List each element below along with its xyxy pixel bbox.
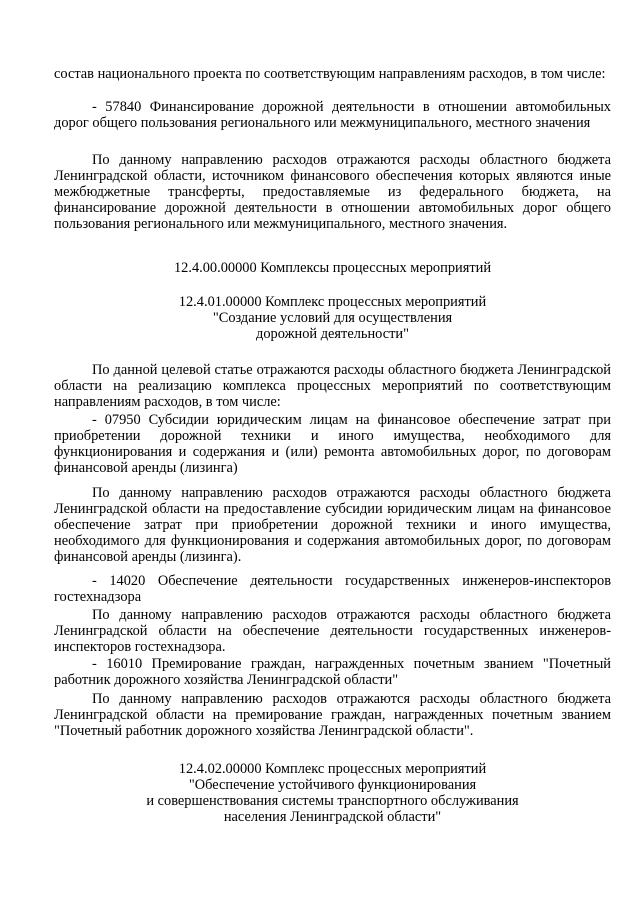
paragraph-07950-description: По данному направлению расходов отражаются расходы областного бюджета Ленинградской области на предоставление субсидии юридическим лицам на финансовое обеспечение затрат при приобретении дорожной техники и иного имущества, необходимого для функционирования и содержания автомобильных дорог, по договорам финансовой аренды (лизинга). xyxy=(54,485,611,566)
heading-line: дорожной деятельности" xyxy=(256,326,409,343)
section-heading-12-4-00: 12.4.00.00000 Комплексы процессных мероприятий xyxy=(173,260,492,276)
section-heading-12-4-02 xyxy=(54,761,611,825)
paragraph-item-07950: - 07950 Субсидии юридическим лицам на финансовое обеспечение затрат при приобретении дорожной техники и иного имущества, необходимого для функционирования и содержания и (или) ремонта автомобильных дорог, по договорам финансовой аренды (лизинга) xyxy=(54,412,611,477)
heading-line: "Обеспечение устойчивого функционирования xyxy=(188,777,477,794)
paragraph-item-16010: - 16010 Премирование граждан, награжденных почетным званием "Почетный работник дорожного хозяйства Ленинградской области" xyxy=(54,656,611,689)
paragraph-item-14020: - 14020 Обеспечение деятельности государственных инженеров-инспекторов гостехнадзора xyxy=(54,573,611,606)
paragraph-intro-continuation: состав национального проекта по соответствующим направлениям расходов, в том числе: xyxy=(54,66,606,82)
heading-line: "Создание условий для осуществления xyxy=(212,310,453,327)
paragraph-16010-description: По данному направлению расходов отражаются расходы областного бюджета Ленинградской области на премирование граждан, награжденных почетным званием "Почетный работник дорожного хозяйства Ленинградской области". xyxy=(54,691,611,740)
heading-line: населения Ленинградской области" xyxy=(223,809,442,826)
heading-line: 12.4.01.00000 Комплекс процессных мероприятий xyxy=(178,294,487,310)
heading-line: и совершенствования системы транспортного обслуживания xyxy=(146,793,519,810)
paragraph-57840-description: По данному направлению расходов отражаются расходы областного бюджета Ленинградской области, источником финансового обеспечения которых являются иные межбюджетные трансферты, предоставляемые из федерального бюджета, на финансирование дорожной деятельности в отношении автомобильных дорог общего пользования регионального или межмуниципального, местного значения. xyxy=(54,152,611,233)
section-heading-12-4-01 xyxy=(54,294,611,342)
paragraph-12-4-01-description: По данной целевой статье отражаются расходы областного бюджета Ленинградской области на реализацию комплекса процессных мероприятий по соответствующим направлениям расходов, в том числе: xyxy=(54,362,611,411)
paragraph-item-57840: - 57840 Финансирование дорожной деятельности в отношении автомобильных дорог общего пользования регионального или межмуниципального, местного значения xyxy=(54,99,611,132)
paragraph-14020-description: По данному направлению расходов отражаются расходы областного бюджета Ленинградской области на обеспечение деятельности государственных инженеров-инспекторов гостехнадзора. xyxy=(54,607,611,656)
heading-line: 12.4.02.00000 Комплекс процессных мероприятий xyxy=(178,761,487,777)
